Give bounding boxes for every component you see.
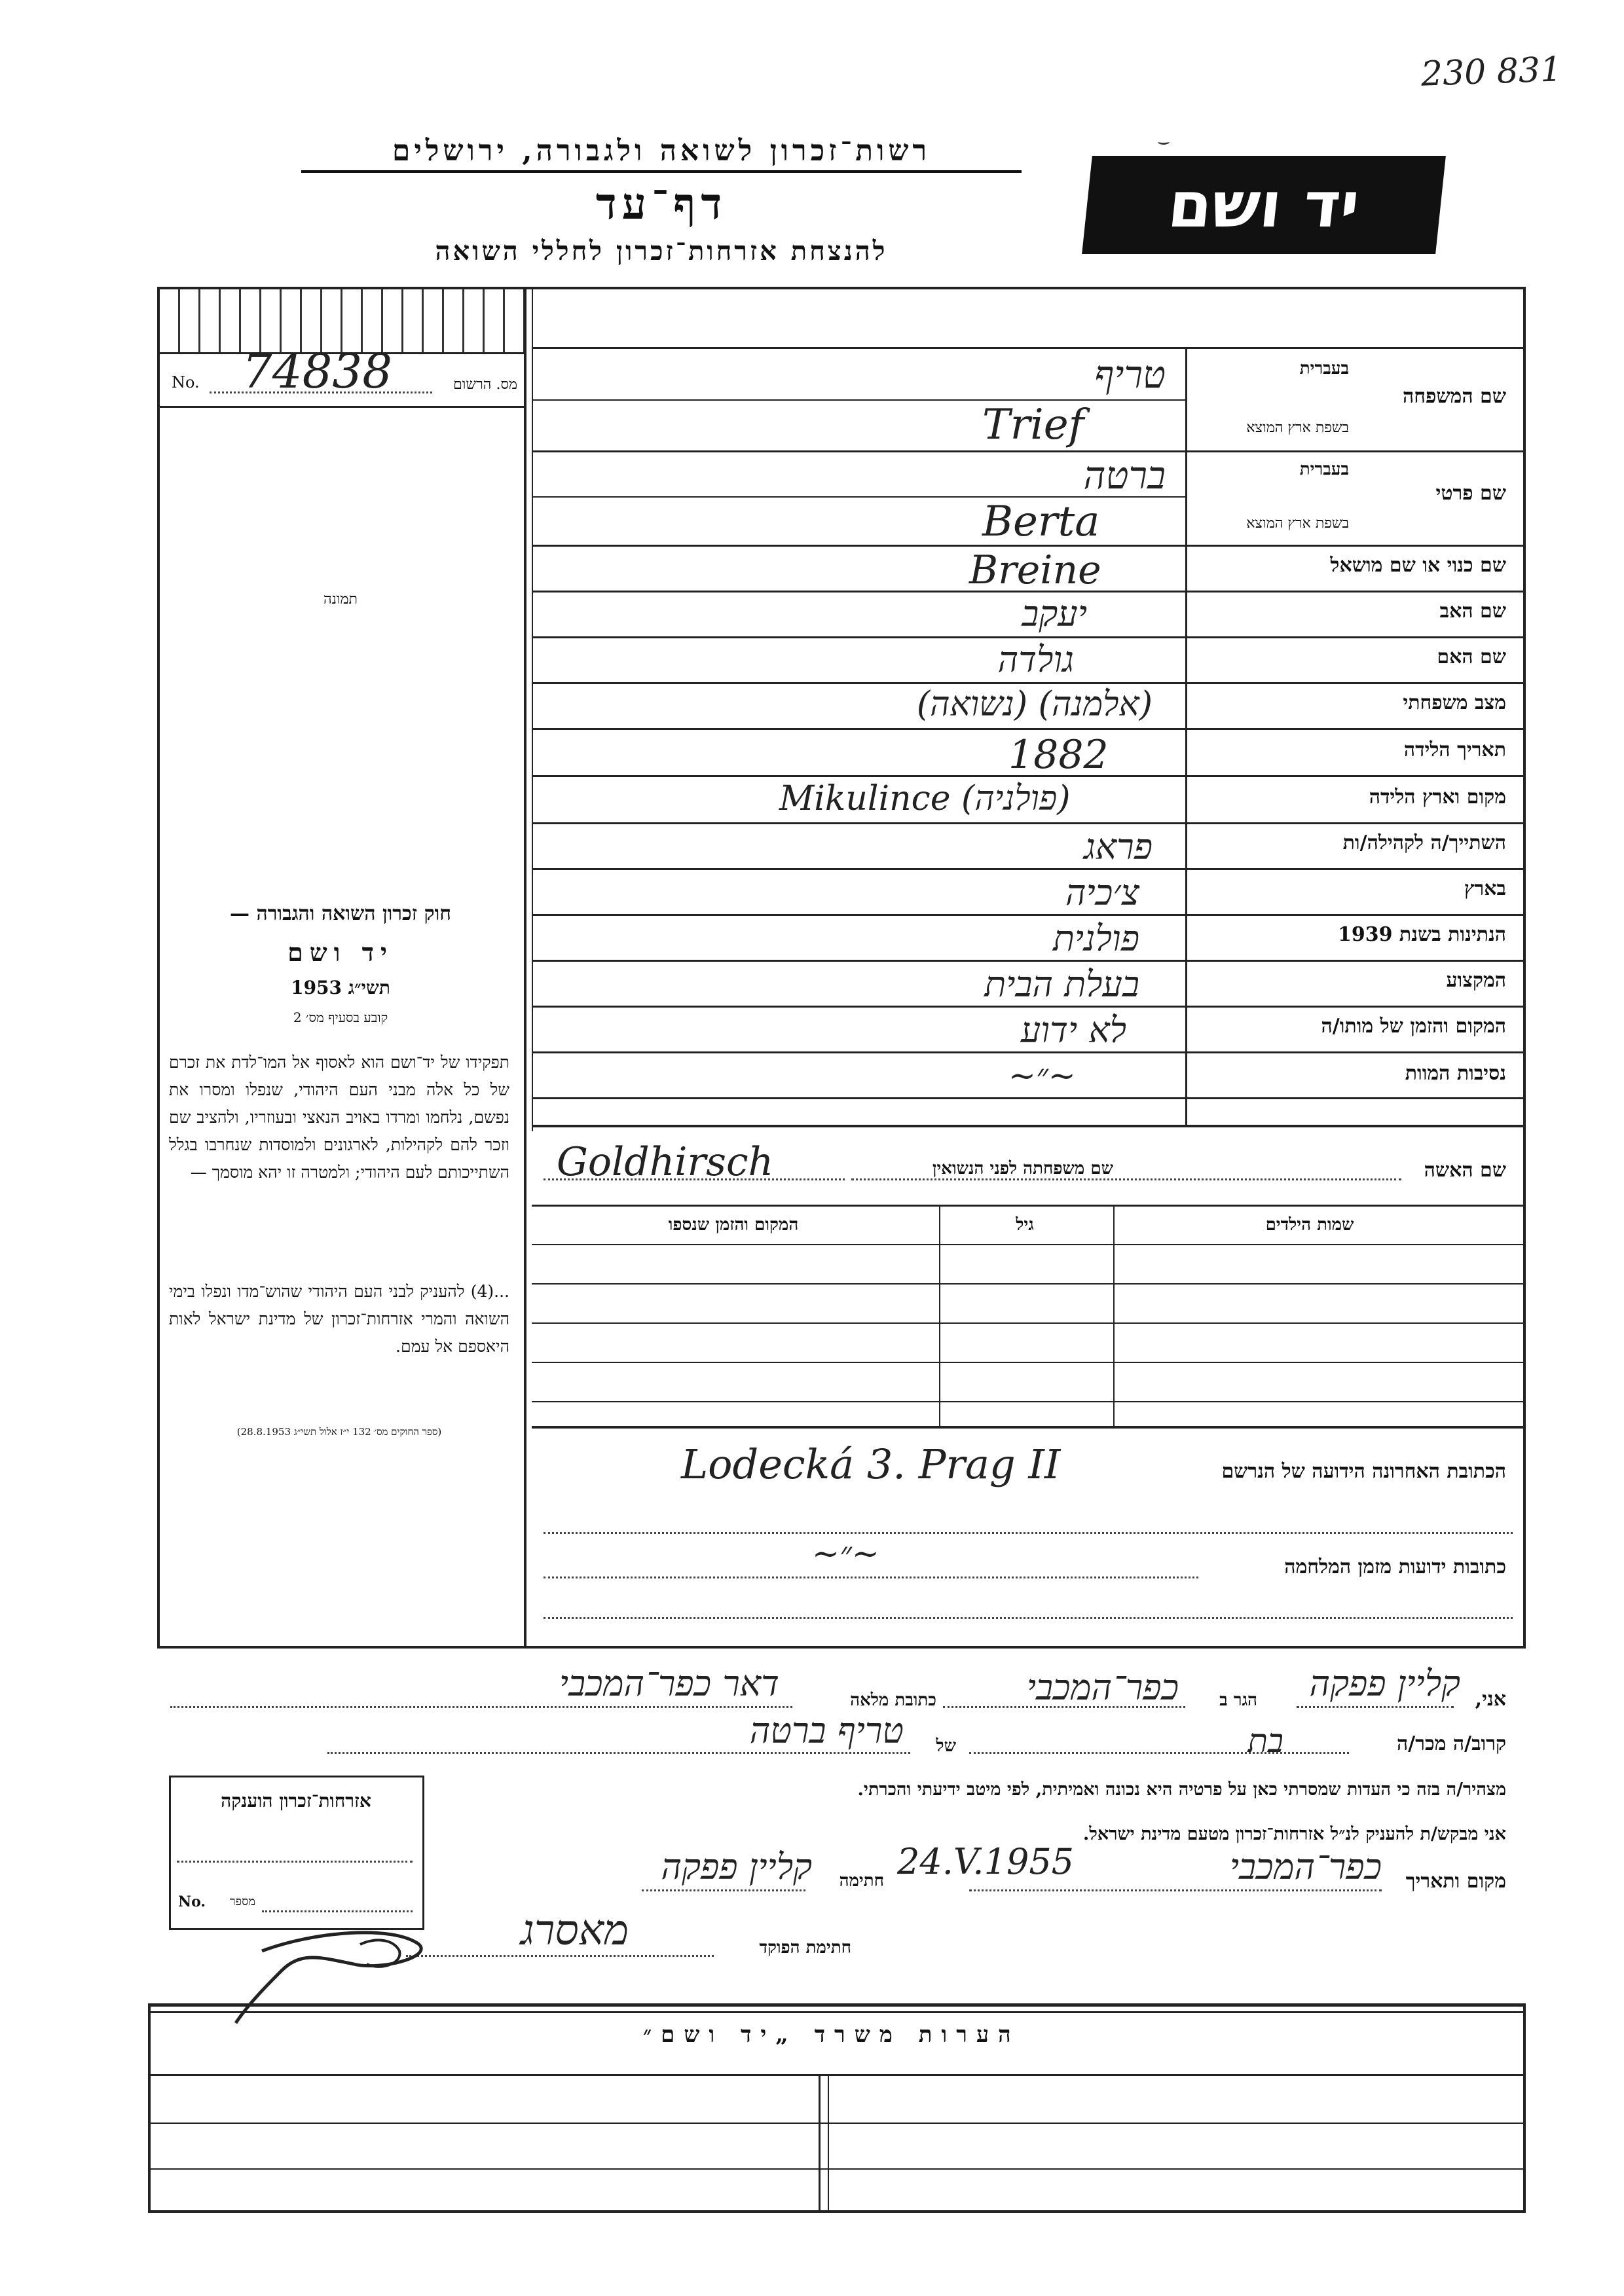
reg-no-prefix: No. — [172, 373, 200, 392]
full-address-value: דאר כפר־המכבי — [559, 1663, 779, 1704]
mother-value: גולדה — [997, 639, 1074, 680]
signature-label: חתימה — [839, 1871, 884, 1891]
law-text-1: תפקידו של יד־ושם הוא לאסוף אל המו־לדת את זכרם של כל אלה מבני העם היהודי, שנפלו ומסרו את נפשם, נלחמו ומרדו באויב הנאצי ובעוזריו, ולהציב שם וזכר להם לקהילות, לארגונים ולמוסדות שנחרבו בגלל השתייכותם לעם היהודי; ולמטרה זו יהא מוסמך — — [169, 1053, 509, 1182]
children-death-header: המקום והזמן שנספו — [668, 1215, 799, 1235]
of-label: של — [936, 1736, 956, 1756]
law-ref: (ספר החוקים מס׳ 132 י״ז אלול תשי״ג 28.8.1953) — [236, 1426, 442, 1438]
stray-mark — [1158, 139, 1170, 145]
place-value: כפר־המכבי — [1229, 1846, 1382, 1887]
country-value: צ׳כיה — [1065, 872, 1139, 913]
marital-label: מצב משפחתי — [1403, 691, 1506, 714]
grant-box-title: אזרחות־זכרון הוענקה — [221, 1790, 371, 1812]
form-subtitle: להנצחת אזרחות־זכרון לחללי השואה — [435, 236, 888, 266]
children-age-header: גיל — [1016, 1215, 1034, 1235]
first-name-origin-label: בשפת ארץ המוצא — [1246, 515, 1349, 532]
birth-place-label: מקום וארץ הלידה — [1369, 786, 1506, 809]
death-value: לא ידוע — [1020, 1010, 1126, 1051]
father-label: שם האב — [1439, 600, 1506, 623]
community-value: פראג — [1083, 826, 1153, 867]
archive-number: 230 831 — [1420, 50, 1563, 94]
profession-value: בעלת הבית — [984, 964, 1139, 1005]
grant-no-label: No. — [178, 1893, 206, 1910]
relative-label: קרוב/ה מכר/ה — [1397, 1732, 1506, 1755]
statement-1: מצהיר/ה בזה כי העדות שמסרתי כאן על פרטיה היא נכונה ואמיתית, לפי מיטב ידיעתי והכרתי. — [857, 1779, 1506, 1800]
place-date-label: מקום ותאריך — [1405, 1870, 1506, 1893]
first-name-hebrew-label: בעברית — [1299, 460, 1349, 479]
office-notes-title: הערות משרד „יד ושם״ — [643, 2022, 1020, 2048]
nickname-label: שם כנוי או שם מושאל — [1330, 554, 1506, 577]
birth-date-label: תאריך הלידה — [1403, 738, 1506, 761]
hatch-area — [160, 289, 524, 352]
photo-label: תמונה — [323, 591, 358, 608]
statement-2: אני מבקש/ת להעניק לנ״ל אזרחות־זכרון מטעם מדינת ישראל. — [1082, 1824, 1506, 1844]
law-name: יד ושם — [287, 938, 394, 967]
reg-label: מס. הרשום — [453, 376, 517, 393]
officer-sig-value: מאסרג — [520, 1906, 629, 1955]
nickname-value: Breine — [969, 547, 1101, 593]
lives-label: הגר ב — [1219, 1690, 1257, 1710]
law-title: חוק זכרון השואה והגבורה — — [230, 902, 451, 925]
death-label: המקום והזמן של מותו/ה — [1321, 1015, 1506, 1038]
citizenship-value: פולנית — [1052, 918, 1139, 959]
birth-date-value: 1882 — [1008, 732, 1109, 778]
form-title: דף־עד — [595, 178, 728, 229]
family-name-he-value: טריף — [1094, 352, 1166, 397]
maiden-value: Goldhirsch — [557, 1139, 774, 1185]
profession-label: המקצוע — [1446, 969, 1506, 992]
death-cause-value: ~״~ — [1008, 1057, 1076, 1095]
mother-label: שם האם — [1437, 646, 1506, 668]
citizenship-label: הנתינות בשנת 1939 — [1337, 923, 1506, 946]
war-address-value: ~״~ — [812, 1535, 879, 1573]
children-names-header: שמות הילדים — [1265, 1215, 1354, 1235]
relation-value: בת — [1247, 1722, 1283, 1760]
full-address-label: כתובת מלאה — [850, 1690, 936, 1710]
birth-place-value: Mikulince (פולניה) — [779, 779, 1071, 818]
wife-label: שם האשה — [1424, 1159, 1506, 1182]
first-name-he-value: ברטה — [1083, 453, 1166, 498]
logo-text: יד ושם — [1164, 168, 1363, 242]
law-year: תשי״ג 1953 — [291, 977, 390, 998]
yad-vashem-logo — [1082, 156, 1446, 254]
law-text-2: ...(4) להעניק לבני העם היהודי שהוש־מדו ונפלו בימי השואה והמרי אזרחות־זכרון של מדינת ישראל לאות היאספם אל עמם. — [169, 1282, 509, 1356]
of-name-value: טריף ברטה — [749, 1710, 904, 1751]
death-cause-label: נסיבות המוות — [1405, 1062, 1506, 1085]
family-name-label: שם המשפחה — [1402, 385, 1506, 408]
family-name-hebrew-label: בעברית — [1299, 359, 1349, 378]
declarant-name: קליין פפקה — [1309, 1663, 1460, 1704]
authority-line: רשות־זכרון לשואה ולגבורה, ירושלים — [301, 134, 1022, 173]
law-clause: קובע בסעיף מס׳ 2 — [293, 1010, 388, 1025]
declarant-i-label: אני, — [1475, 1688, 1506, 1711]
maiden-label: שם משפחתה לפני הנשואין — [932, 1159, 1113, 1178]
first-name-orig-value: Berta — [982, 498, 1100, 546]
country-label: בארץ — [1464, 877, 1506, 900]
family-name-orig-value: Trief — [982, 401, 1084, 449]
date-value: 24.V.1955 — [897, 1841, 1075, 1882]
officer-sig-label: חתימת הפוקד — [759, 1938, 851, 1958]
lives-value: כפר־המכבי — [1026, 1667, 1179, 1708]
family-name-origin-label: בשפת ארץ המוצא — [1246, 420, 1349, 436]
grant-number-label: מספר — [229, 1895, 255, 1908]
last-address-label: הכתובת האחרונה הידועה של הנרשם — [1221, 1460, 1506, 1483]
signature-value: קליין פפקה — [661, 1846, 812, 1887]
war-address-label: כתובות ידועות מזמן המלחמה — [1284, 1556, 1506, 1578]
marital-value: (אלמנה) (נשואה) — [916, 685, 1153, 724]
father-value: יעקב — [1022, 593, 1087, 634]
reg-number: 74838 — [242, 344, 393, 399]
community-label: השתייך/ה לקהילה/ות — [1342, 831, 1506, 854]
first-name-label: שם פרטי — [1435, 482, 1506, 505]
last-address-value: Lodecká 3. Prag II — [681, 1440, 1061, 1488]
